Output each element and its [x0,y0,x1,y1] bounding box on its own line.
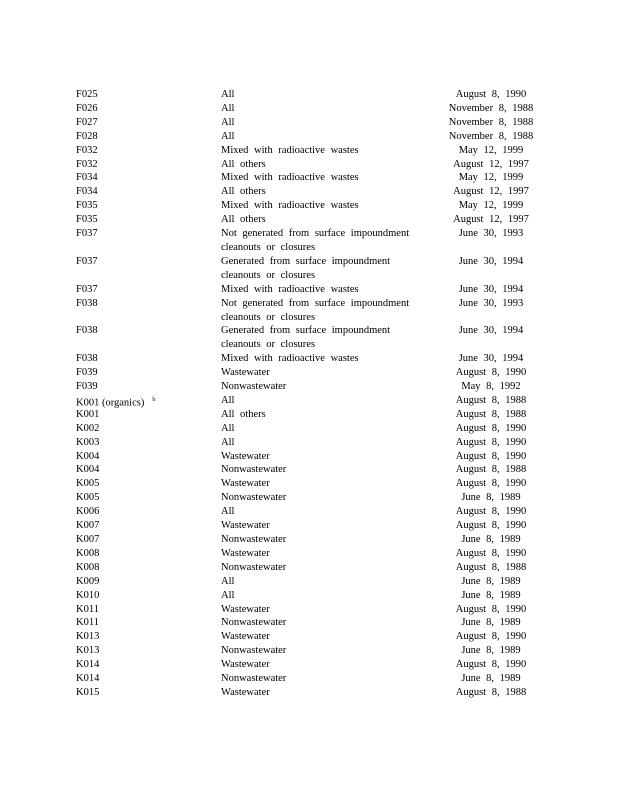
waste-description: All others [221,158,266,170]
waste-code-text: F037 [76,228,98,240]
table-row [0,255,618,283]
waste-code-text: K007 [76,520,100,532]
effective-date: August 8, 1990 [455,520,527,532]
waste-description: Wastewater [221,450,270,462]
effective-date: August 8, 1990 [455,89,527,100]
waste-code-text: K001 [76,408,100,420]
waste-code [76,561,99,575]
waste-code [76,672,99,686]
effective-date: August 8, 1990 [455,603,527,615]
effective-date: June 8, 1989 [461,645,521,657]
waste-code [76,227,98,241]
effective-date: November 8, 1988 [448,130,534,142]
table-row [0,491,618,505]
waste-description: All [221,130,235,142]
effective-date: August 12, 1997 [453,158,529,170]
waste-code-text: K013 [76,645,100,657]
effective-date: August 8, 1990 [455,367,527,379]
effective-date: May 12, 1999 [458,172,524,184]
waste-description: All [221,89,235,100]
waste-description: Wastewater [221,631,270,643]
waste-code-text: F037 [76,283,98,295]
waste-code [76,491,99,505]
table-row [0,297,618,325]
waste-code-text: F026 [76,102,98,114]
waste-description: Mixed with radioactive wastes [221,283,359,295]
waste-code-text: K003 [76,436,100,448]
table-row [0,505,618,519]
table-row [0,477,618,491]
effective-date: May 12, 1999 [458,144,524,156]
table-row [0,547,618,561]
waste-description: Nonwastewater [221,534,287,545]
waste-code-text: F034 [76,172,98,184]
waste-code [76,171,98,185]
table-row [0,533,618,547]
waste-description: Wastewater [221,603,270,615]
effective-date: August 8, 1990 [455,450,527,462]
waste-description: Nonwastewater [221,617,287,629]
waste-code [76,630,99,644]
effective-date: June 30, 1993 [458,297,524,309]
waste-code-text: F037 [76,255,98,267]
waste-code-text: F032 [76,144,98,156]
effective-date: June 8, 1989 [461,534,521,545]
waste-code [76,185,98,199]
effective-date: August 8, 1988 [455,686,527,698]
waste-code [76,450,99,464]
waste-description: Not generated from surface impoundment cleanouts or closures [221,297,410,323]
table-row [0,519,618,533]
waste-code-text: K014 [76,673,100,685]
table-row [0,436,618,450]
effective-date: May 8, 1992 [461,381,521,393]
table-row [0,589,618,603]
table-row [0,144,618,158]
effective-date: August 12, 1997 [453,186,529,198]
waste-code-text: K001 (organics) [76,397,145,409]
waste-code-text: F028 [76,130,98,142]
table-row [0,130,618,144]
table-row [0,366,618,380]
effective-date: August 8, 1988 [455,464,527,476]
waste-description: Generated from surface impoundment cleanouts or closures [221,325,391,351]
effective-date: June 8, 1989 [461,617,521,629]
effective-date: June 8, 1989 [461,492,521,504]
table-row [0,352,618,366]
table-row [0,171,618,185]
waste-code [76,408,99,422]
table-row [0,644,618,658]
waste-description: Wastewater [221,520,270,532]
effective-date: August 8, 1988 [455,561,527,573]
waste-code-text: F027 [76,116,98,128]
table-row [0,88,618,102]
waste-code [76,352,98,366]
waste-description: Nonwastewater [221,561,287,573]
waste-code [76,130,98,144]
waste-description: Mixed with radioactive wastes [221,172,359,184]
effective-date: August 8, 1988 [455,408,527,420]
waste-description: Nonwastewater [221,464,287,476]
waste-code-text: K014 [76,659,100,671]
effective-date: June 8, 1989 [461,575,521,587]
table-row [0,213,618,227]
table-row [0,658,618,672]
waste-code [76,436,99,450]
waste-description: All [221,575,235,587]
waste-description: All [221,394,235,406]
table-row [0,394,618,408]
waste-code [76,158,98,172]
waste-code [76,255,98,269]
table-row [0,561,618,575]
waste-code [76,283,98,297]
effective-date: August 8, 1990 [455,547,527,559]
waste-code-text: F038 [76,353,98,365]
effective-date: June 30, 1994 [458,325,524,337]
waste-description: Mixed with radioactive wastes [221,144,359,156]
table-row [0,575,618,589]
effective-date: August 12, 1997 [453,214,529,226]
waste-code-text: F039 [76,381,98,393]
table-row [0,450,618,464]
waste-code-text: K005 [76,492,100,504]
waste-description: Wastewater [221,659,270,671]
waste-code-text: F039 [76,367,98,379]
effective-date: May 12, 1999 [458,200,524,212]
waste-code [76,519,99,533]
table-row [0,158,618,172]
waste-description: All [221,589,235,601]
waste-description: All [221,506,235,518]
table-row [0,422,618,436]
waste-code [76,658,99,672]
effective-date: June 30, 1993 [458,228,524,240]
table-row [0,227,618,255]
waste-code [76,575,99,589]
waste-code-text: K011 [76,617,99,629]
waste-code-text: F032 [76,158,98,170]
waste-code-text: K004 [76,450,100,462]
waste-code-text: K002 [76,422,100,434]
waste-description: Nonwastewater [221,673,287,685]
effective-date: June 8, 1989 [461,673,521,685]
effective-date: November 8, 1988 [448,102,534,114]
table-row [0,408,618,422]
table-row [0,102,618,116]
waste-description: Wastewater [221,367,270,379]
waste-description: All [221,436,235,448]
table-row [0,603,618,617]
waste-code [76,102,98,116]
waste-code [76,644,99,658]
waste-code-text: F038 [76,297,98,309]
waste-code-text: K015 [76,686,100,698]
table-row [0,630,618,644]
waste-code-text: F025 [76,89,98,100]
table-row [0,380,618,394]
waste-code [76,199,98,213]
waste-code-text: F038 [76,325,98,337]
waste-description: All [221,102,235,114]
waste-description: All others [221,408,266,420]
waste-code [76,616,99,630]
waste-code [76,589,99,603]
effective-date: August 8, 1990 [455,478,527,490]
waste-code-text: K010 [76,589,100,601]
waste-description: Mixed with radioactive wastes [221,353,359,365]
waste-code-text: K013 [76,631,100,643]
waste-code [76,297,98,311]
waste-code [76,477,99,491]
waste-code-text: F034 [76,186,98,198]
effective-date: August 8, 1990 [455,436,527,448]
table-row [0,185,618,199]
effective-date: November 8, 1988 [448,116,534,128]
waste-code [76,686,99,700]
waste-code-text: K008 [76,547,100,559]
waste-code [76,88,98,102]
waste-code-text: K005 [76,478,100,490]
table-row [0,672,618,686]
effective-date: June 30, 1994 [458,353,524,365]
table-row [0,616,618,630]
effective-date: June 30, 1994 [458,255,524,267]
waste-code [76,533,99,547]
waste-description: Nonwastewater [221,492,287,504]
effective-date: August 8, 1990 [455,422,527,434]
waste-description: Not generated from surface impoundment cleanouts or closures [221,228,410,253]
waste-code [76,324,98,338]
table-row [0,116,618,130]
effective-date: August 8, 1990 [455,631,527,643]
waste-description: Wastewater [221,686,270,698]
waste-description: Wastewater [221,547,270,559]
waste-description: All [221,116,235,128]
waste-code [76,380,98,394]
waste-code-text: K011 [76,603,99,615]
waste-code-text: K009 [76,575,100,587]
table-row [0,686,618,700]
table-row [0,463,618,477]
waste-code [76,505,99,519]
effective-date: August 8, 1990 [455,506,527,518]
waste-description: All others [221,186,266,198]
waste-description: Nonwastewater [221,381,287,393]
waste-code-text: K008 [76,561,100,573]
waste-description: Mixed with radioactive wastes [221,200,359,212]
effective-date: June 30, 1994 [458,283,524,295]
effective-date: August 8, 1990 [455,659,527,671]
waste-code [76,463,99,477]
waste-description: All [221,422,235,434]
waste-description: All others [221,214,266,226]
table-row [0,324,618,352]
effective-date: June 8, 1989 [461,589,521,601]
waste-code-text: K006 [76,506,100,518]
waste-code-table [0,88,618,700]
table-row [0,283,618,297]
effective-date: August 8, 1988 [455,394,527,406]
waste-code [76,116,98,130]
waste-code-text: F035 [76,214,98,226]
table-row [0,199,618,213]
waste-code [76,366,98,380]
waste-description: Nonwastewater [221,645,287,657]
waste-code [76,144,98,158]
waste-code-text: F035 [76,200,98,212]
waste-code-text: K004 [76,464,100,476]
footnote-marker: b [152,396,156,403]
waste-code-text: K007 [76,534,100,545]
waste-description: Generated from surface impoundment cleanouts or closures [221,255,391,281]
waste-code [76,603,99,617]
waste-code [76,422,99,436]
waste-code [76,547,99,561]
waste-code [76,213,98,227]
waste-description: Wastewater [221,478,270,490]
